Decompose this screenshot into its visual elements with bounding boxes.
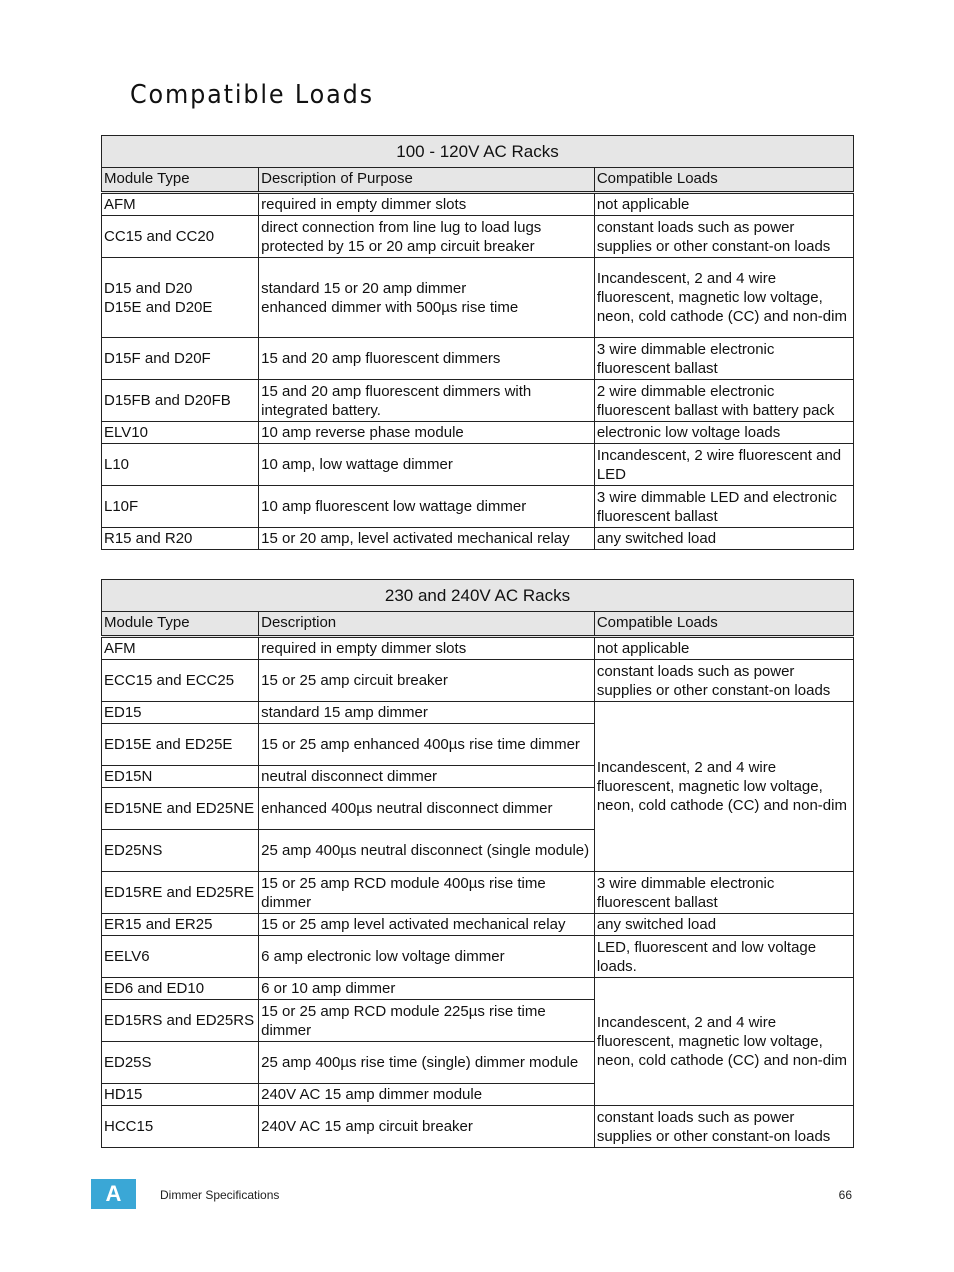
column-header-module-type: Module Type xyxy=(102,168,259,193)
page-title: Compatible Loads xyxy=(130,80,374,110)
table-title-row xyxy=(102,136,854,168)
table-row xyxy=(102,936,854,978)
module-type-cell: EELV6 xyxy=(102,936,259,978)
description-cell: neutral disconnect dimmer xyxy=(259,766,595,788)
module-type-cell: HCC15 xyxy=(102,1106,259,1148)
description-cell: 15 or 25 amp enhanced 400µs rise time dimmer xyxy=(259,724,595,766)
description-cell: 6 or 10 amp dimmer xyxy=(259,978,595,1000)
module-type-cell: ED15NE and ED25NE xyxy=(102,788,259,830)
description-cell: 10 amp, low wattage dimmer xyxy=(259,444,595,486)
description-cell: 15 and 20 amp fluorescent dimmers xyxy=(259,338,595,380)
compatible-loads-cell: Incandescent, 2 wire fluorescent and LED xyxy=(594,444,853,486)
compatible-loads-cell: 3 wire dimmable electronic fluorescent ballast xyxy=(594,338,853,380)
table-row xyxy=(102,216,854,258)
module-type-cell: ED15 xyxy=(102,702,259,724)
module-type-cell: ED15N xyxy=(102,766,259,788)
description-cell: 15 or 25 amp circuit breaker xyxy=(259,660,595,702)
table-row xyxy=(102,528,854,550)
table-title: 100 - 120V AC Racks xyxy=(102,136,854,168)
module-type-cell: ECC15 and ECC25 xyxy=(102,660,259,702)
module-type-cell: R15 and R20 xyxy=(102,528,259,550)
table-row xyxy=(102,338,854,380)
table-row xyxy=(102,914,854,936)
description-cell: direct connection from line lug to load lugs protected by 15 or 20 amp circuit breaker xyxy=(259,216,595,258)
description-cell: standard 15 amp dimmer xyxy=(259,702,595,724)
module-type-cell: D15FB and D20FB xyxy=(102,380,259,422)
description-cell: 15 or 25 amp RCD module 225µs rise time dimmer xyxy=(259,1000,595,1042)
module-type-cell: AFM xyxy=(102,193,259,216)
table-row xyxy=(102,1106,854,1148)
description-cell: 15 and 20 amp fluorescent dimmers with integrated battery. xyxy=(259,380,595,422)
compatible-loads-cell: Incandescent, 2 and 4 wire fluorescent, magnetic low voltage, neon, cold cathode (CC) and non-dim xyxy=(594,978,853,1106)
module-type-cell: ER15 and ER25 xyxy=(102,914,259,936)
table-header-row xyxy=(102,612,854,637)
compatible-loads-cell: 2 wire dimmable electronic fluorescent ballast with battery pack xyxy=(594,380,853,422)
description-cell: 10 amp reverse phase module xyxy=(259,422,595,444)
column-header-compatible-loads: Compatible Loads xyxy=(594,168,853,193)
module-type-cell: ELV10 xyxy=(102,422,259,444)
compatible-loads-cell: LED, fluorescent and low voltage loads. xyxy=(594,936,853,978)
page-number: 66 xyxy=(838,1188,852,1202)
compatible-loads-cell: any switched load xyxy=(594,528,853,550)
appendix-badge: A xyxy=(91,1179,136,1209)
module-type-cell: ED6 and ED10 xyxy=(102,978,259,1000)
description-cell: 15 or 25 amp level activated mechanical relay xyxy=(259,914,595,936)
module-type-cell: HD15 xyxy=(102,1084,259,1106)
compatible-loads-cell: not applicable xyxy=(594,193,853,216)
compatible-loads-cell: constant loads such as power supplies or other constant-on loads xyxy=(594,660,853,702)
description-cell: 6 amp electronic low voltage dimmer xyxy=(259,936,595,978)
module-type-cell: ED15E and ED25E xyxy=(102,724,259,766)
table-row xyxy=(102,660,854,702)
module-type-cell: ED15RE and ED25RE xyxy=(102,872,259,914)
description-cell: 25 amp 400µs neutral disconnect (single module) xyxy=(259,830,595,872)
column-header-description: Description of Purpose xyxy=(259,168,595,193)
compatible-loads-cell: electronic low voltage loads xyxy=(594,422,853,444)
description-cell: required in empty dimmer slots xyxy=(259,637,595,660)
description-cell: 15 or 20 amp, level activated mechanical relay xyxy=(259,528,595,550)
compatible-loads-cell: constant loads such as power supplies or other constant-on loads xyxy=(594,216,853,258)
table-row xyxy=(102,978,854,1000)
table-row xyxy=(102,380,854,422)
table-row xyxy=(102,872,854,914)
table-row xyxy=(102,422,854,444)
module-type-cell: L10F xyxy=(102,486,259,528)
table-header-row xyxy=(102,168,854,193)
description-cell: 25 amp 400µs rise time (single) dimmer module xyxy=(259,1042,595,1084)
module-type-cell: L10 xyxy=(102,444,259,486)
compatible-loads-cell: not applicable xyxy=(594,637,853,660)
description-cell: required in empty dimmer slots xyxy=(259,193,595,216)
description-cell: enhanced 400µs neutral disconnect dimmer xyxy=(259,788,595,830)
module-type-cell: ED25NS xyxy=(102,830,259,872)
module-type-cell: D15F and D20F xyxy=(102,338,259,380)
table-row xyxy=(102,193,854,216)
description-cell: 240V AC 15 amp circuit breaker xyxy=(259,1106,595,1148)
module-type-cell: D15 and D20 D15E and D20E xyxy=(102,258,259,338)
description-cell: 10 amp fluorescent low wattage dimmer xyxy=(259,486,595,528)
compatible-loads-cell: constant loads such as power supplies or other constant-on loads xyxy=(594,1106,853,1148)
table-row xyxy=(102,258,854,338)
compatible-loads-cell: 3 wire dimmable electronic fluorescent ballast xyxy=(594,872,853,914)
column-header-description: Description xyxy=(259,612,595,637)
module-type-cell: ED25S xyxy=(102,1042,259,1084)
compatible-loads-cell: Incandescent, 2 and 4 wire fluorescent, magnetic low voltage, neon, cold cathode (CC) and non-dim xyxy=(594,258,853,338)
module-type-cell: AFM xyxy=(102,637,259,660)
description-cell: 240V AC 15 amp dimmer module xyxy=(259,1084,595,1106)
table-title: 230 and 240V AC Racks xyxy=(102,580,854,612)
table-title-row xyxy=(102,580,854,612)
module-type-cell: CC15 and CC20 xyxy=(102,216,259,258)
table-row xyxy=(102,702,854,724)
table-row xyxy=(102,444,854,486)
compatible-loads-cell: any switched load xyxy=(594,914,853,936)
footer-section-title: Dimmer Specifications xyxy=(160,1188,280,1202)
description-cell: 15 or 25 amp RCD module 400µs rise time dimmer xyxy=(259,872,595,914)
column-header-compatible-loads: Compatible Loads xyxy=(594,612,853,637)
table-row xyxy=(102,486,854,528)
description-cell: standard 15 or 20 amp dimmer enhanced dimmer with 500µs rise time xyxy=(259,258,595,338)
table-100-120v xyxy=(101,135,854,550)
column-header-module-type: Module Type xyxy=(102,612,259,637)
table-row xyxy=(102,637,854,660)
compatible-loads-cell: 3 wire dimmable LED and electronic fluorescent ballast xyxy=(594,486,853,528)
module-type-cell: ED15RS and ED25RS xyxy=(102,1000,259,1042)
table-230-240v xyxy=(101,579,854,1148)
compatible-loads-cell: Incandescent, 2 and 4 wire fluorescent, magnetic low voltage, neon, cold cathode (CC) and non-dim xyxy=(594,702,853,872)
